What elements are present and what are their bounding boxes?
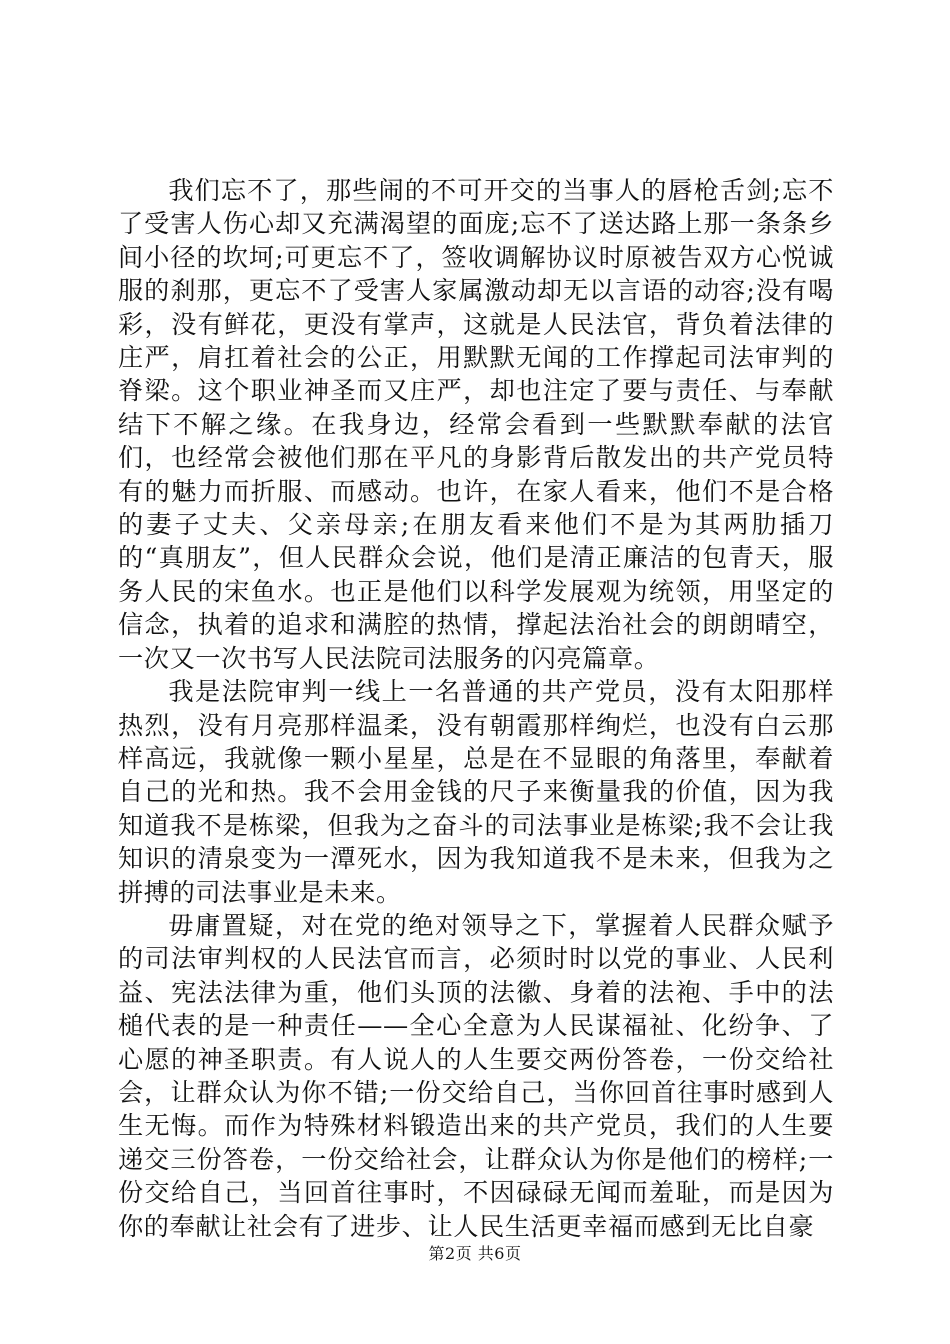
document-body <box>118 174 834 1243</box>
paragraph-3: 毋庸置疑，对在党的绝对领导之下，掌握着人民群众赋予的司法审判权的人民法官而言，必须时时以党的事业、人民利益、宪法法律为重，他们头顶的法徽、身着的法袍、手中的法槌代表的是一种责任——全心全意为人民谋福祉、化纷争、了心愿的神圣职责。有人说人的人生要交两份答卷，一份交给社会，让群众认为你不错;一份交给自己，当你回首往事时感到人生无悔。而作为特殊材料锻造出来的共产党员，我们的人生要递交三份答卷，一份交给社会，让群众认为你是他们的榜样;一份交给自己，当回首往事时，不因碌碌无闻而羞耻，而是因为你的奉献让社会有了进步、让人民生活更幸福而感到无比自豪 <box>118 910 834 1241</box>
paragraph-1: 我们忘不了，那些闹的不可开交的当事人的唇枪舌剑;忘不了受害人伤心却又充满渴望的面庞;忘不了送达路上那一条条乡间小径的坎坷;可更忘不了，签收调解协议时原被告双方心悦诚服的刹那，更忘不了受害人家属激动却无以言语的动容;没有喝彩，没有鲜花，更没有掌声，这就是人民法官，背负着法律的庄严，肩扛着社会的公正，用默默无闻的工作撑起司法审判的脊梁。这个职业神圣而又庄严，却也注定了要与责任、与奉献结下不解之缘。在我身边，经常会看到一些默默奉献的法官们，也经常会被他们那在平凡的身影背后散发出的共产党员特有的魅力而折服、而感动。也许，在家人看来，他们不是合格的妻子丈夫、父亲母亲;在朋友看来他们不是为其两肋插刀的“真朋友”，但人民群众会说，他们是清正廉洁的包青天，服务人民的宋鱼水。也正是他们以科学发展观为统领，用坚定的信念，执着的追求和满腔的热情，撑起法治社会的朗朗晴空，一次又一次书写人民法院司法服务的闪亮篇章。 <box>118 176 834 673</box>
paragraph-2: 我是法院审判一线上一名普通的共产党员，没有太阳那样热烈，没有月亮那样温柔，没有朝霞那样绚烂，也没有白云那样高远，我就像一颗小星星，总是在不显眼的角落里，奉献着自己的光和热。我不会用金钱的尺子来衡量我的价值，因为我知道我不是栋梁，但我为之奋斗的司法事业是栋梁;我不会让我知识的清泉变为一潭死水，因为我知道我不是未来，但我为之拼搏的司法事业是未来。 <box>118 677 834 907</box>
page-number-footer: 第2页 共6页 <box>428 1244 522 1263</box>
